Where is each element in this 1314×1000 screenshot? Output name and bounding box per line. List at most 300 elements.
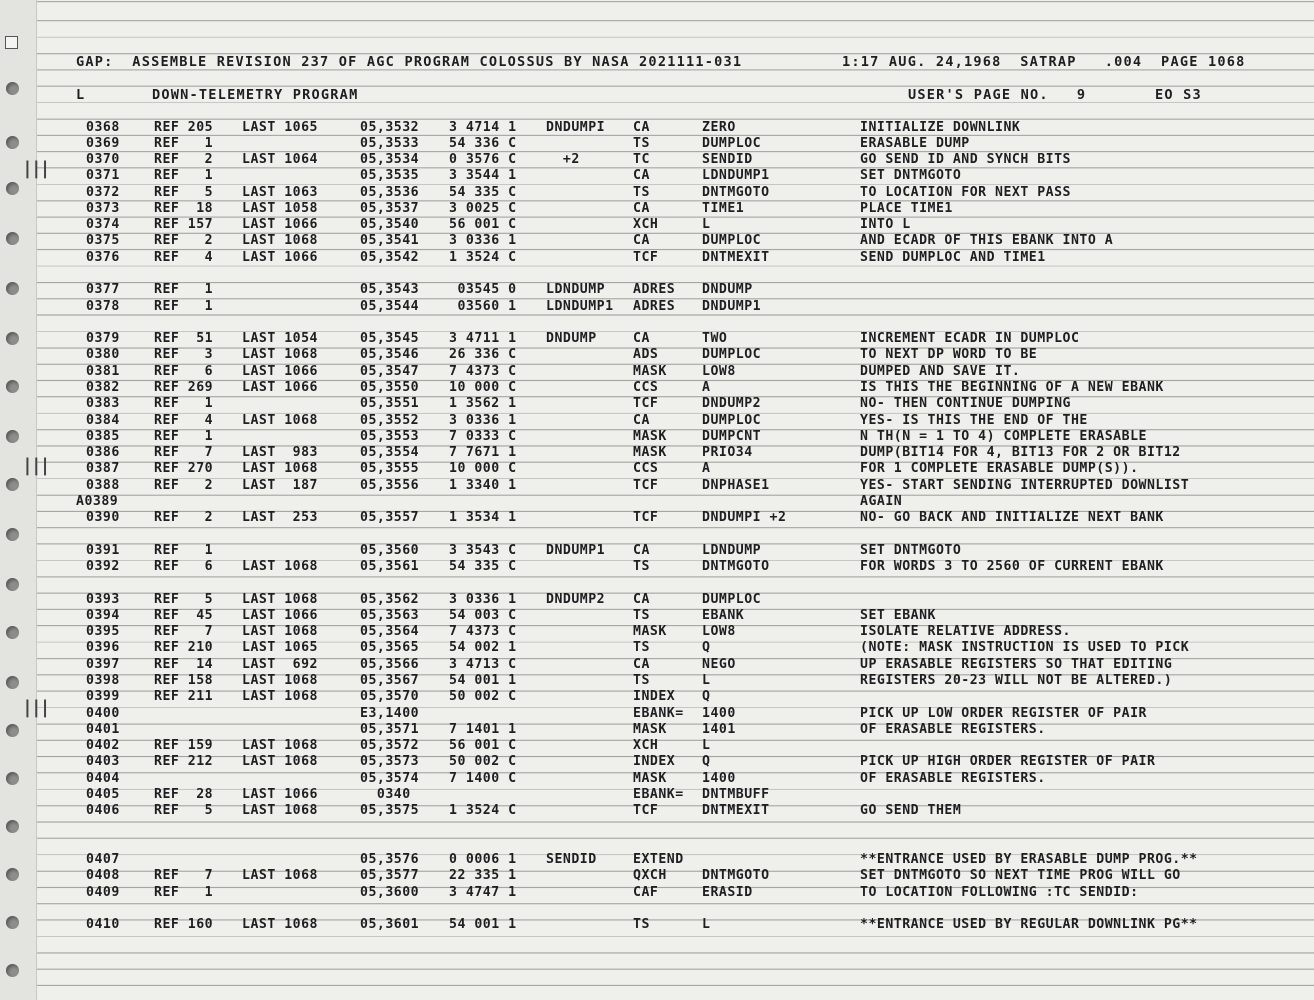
comment: AND ECADR OF THIS EBANK INTO A <box>860 233 1114 249</box>
last-ref: LAST 692 <box>242 656 318 672</box>
ref-count: REF 1 <box>154 884 214 900</box>
line-number: 0392 <box>86 559 120 575</box>
opcode: TS <box>633 559 650 575</box>
operand: A <box>702 379 711 395</box>
feed-hole-icon <box>6 626 19 639</box>
last-ref: LAST 1068 <box>242 233 318 249</box>
line-number: 0396 <box>86 640 120 656</box>
line-number: 0398 <box>86 673 120 689</box>
ref-count: REF 7 <box>154 445 214 461</box>
line-number: 0391 <box>86 542 120 558</box>
fold-mark-icon: ||| <box>22 697 49 718</box>
operand: PRIO34 <box>702 445 753 461</box>
listing-header <box>0 54 1246 70</box>
address: 05,3567 <box>360 673 420 689</box>
comment: FOR WORDS 3 TO 2560 OF CURRENT EBANK <box>860 559 1164 575</box>
last-ref: LAST 1066 <box>242 607 318 623</box>
feed-hole-icon <box>6 964 19 977</box>
line-number: 0385 <box>86 428 120 444</box>
opcode: CA <box>633 331 650 347</box>
line-number: 0400 <box>86 705 120 721</box>
ref-count: REF 4 <box>154 412 214 428</box>
line-number: 0380 <box>86 347 120 363</box>
octal-code: 0 3576 C <box>449 152 517 168</box>
line-number: 0376 <box>86 249 120 265</box>
last-ref: LAST 1066 <box>242 363 318 379</box>
last-ref: LAST 1068 <box>242 754 318 770</box>
ref-count: REF 159 <box>154 738 214 754</box>
opcode: ADRES <box>633 282 676 298</box>
line-number: 0387 <box>86 461 120 477</box>
last-ref: LAST 1068 <box>242 347 318 363</box>
last-ref: LAST 1068 <box>242 461 318 477</box>
operand: Q <box>702 689 711 705</box>
ref-count: REF 205 <box>154 119 214 135</box>
line-number: 0390 <box>86 510 120 526</box>
line-number: 0372 <box>86 184 120 200</box>
operand: DUMPLOC <box>702 347 762 363</box>
section-code: EO S3 <box>1155 87 1202 103</box>
octal-code: 3 4711 1 <box>449 331 517 347</box>
last-ref: LAST 1066 <box>242 249 318 265</box>
symbol-label: LDNDUMP <box>546 282 606 298</box>
feed-hole-icon <box>6 868 19 881</box>
address: 05,3556 <box>360 477 420 493</box>
section-header <box>0 87 1202 103</box>
ref-count: REF 270 <box>154 461 214 477</box>
opcode: INDEX <box>633 689 676 705</box>
line-number: 0406 <box>86 803 120 819</box>
line-number: 0379 <box>86 331 120 347</box>
users-page-number: USER'S PAGE NO. 9 <box>908 87 1087 103</box>
opcode: TCF <box>633 396 659 412</box>
opcode: EXTEND <box>633 852 684 868</box>
print-date-page: 1:17 AUG. 24,1968 SATRAP .004 PAGE 1068 <box>842 54 1246 70</box>
feed-hole-icon <box>6 820 19 833</box>
octal-code: 3 3544 1 <box>449 168 517 184</box>
operand: L <box>702 917 711 933</box>
symbol-label: DNDUMPI <box>546 119 606 135</box>
ref-count: REF 157 <box>154 217 214 233</box>
operand: LDNDUMP <box>702 542 762 558</box>
symbol-label: DNDUMP1 <box>546 542 606 558</box>
opcode: TS <box>633 673 650 689</box>
comment: TO LOCATION FOLLOWING :TC SENDID: <box>860 884 1139 900</box>
last-ref: LAST 1068 <box>242 412 318 428</box>
opcode: CA <box>633 200 650 216</box>
comment: YES- IS THIS THE END OF THE <box>860 412 1088 428</box>
comment: (NOTE: MASK INSTRUCTION IS USED TO PICK <box>860 640 1190 656</box>
opcode: EBANK= <box>633 705 684 721</box>
symbol-label: LDNDUMP1 <box>546 298 614 314</box>
octal-code: 10 000 C <box>449 461 517 477</box>
line-number: 0403 <box>86 754 120 770</box>
ref-count: REF 4 <box>154 249 214 265</box>
line-number: 0404 <box>86 770 120 786</box>
address: 05,3575 <box>360 803 420 819</box>
line-number: 0394 <box>86 607 120 623</box>
opcode: CA <box>633 233 650 249</box>
address: 05,3532 <box>360 119 420 135</box>
octal-code: 7 4373 C <box>449 624 517 640</box>
line-number: 0381 <box>86 363 120 379</box>
address: 05,3566 <box>360 656 420 672</box>
line-number: 0393 <box>86 591 120 607</box>
feed-hole-icon <box>6 232 19 245</box>
address: 0340 <box>360 786 411 802</box>
line-number: 0382 <box>86 379 120 395</box>
octal-code: 56 001 C <box>449 217 517 233</box>
comment: TO NEXT DP WORD TO BE <box>860 347 1038 363</box>
opcode: INDEX <box>633 754 676 770</box>
octal-code: 3 0336 1 <box>449 233 517 249</box>
last-ref: LAST 1063 <box>242 184 318 200</box>
opcode: CAF <box>633 884 659 900</box>
opcode: XCH <box>633 738 659 754</box>
opcode: TCF <box>633 803 659 819</box>
ref-count: REF 1 <box>154 168 214 184</box>
ref-count: REF 2 <box>154 477 214 493</box>
line-number: 0383 <box>86 396 120 412</box>
comment: PLACE TIME1 <box>860 200 953 216</box>
opcode: TS <box>633 640 650 656</box>
comment: UP ERASABLE REGISTERS SO THAT EDITING <box>860 656 1173 672</box>
octal-code: 3 0025 C <box>449 200 517 216</box>
address: E3,1400 <box>360 705 420 721</box>
octal-code: 7 7671 1 <box>449 445 517 461</box>
symbol-label: +2 <box>546 152 580 168</box>
octal-code: 3 3543 C <box>449 542 517 558</box>
operand: ERASID <box>702 884 753 900</box>
line-number: 0395 <box>86 624 120 640</box>
operand: 1400 <box>702 705 736 721</box>
octal-code: 10 000 C <box>449 379 517 395</box>
comment: PICK UP HIGH ORDER REGISTER OF PAIR <box>860 754 1156 770</box>
operand: ZERO <box>702 119 736 135</box>
opcode: TS <box>633 917 650 933</box>
line-number: A0389 <box>76 493 119 509</box>
address: 05,3550 <box>360 379 420 395</box>
ref-count: REF 28 <box>154 786 214 802</box>
opcode: CA <box>633 119 650 135</box>
comment: YES- START SENDING INTERRUPTED DOWNLIST <box>860 477 1190 493</box>
operand: Q <box>702 640 711 656</box>
line-number: 0370 <box>86 152 120 168</box>
address: 05,3573 <box>360 754 420 770</box>
octal-code: 56 001 C <box>449 738 517 754</box>
comment: INTO L <box>860 217 911 233</box>
last-ref: LAST 1068 <box>242 673 318 689</box>
opcode: CA <box>633 591 650 607</box>
line-number: 0373 <box>86 200 120 216</box>
address: 05,3540 <box>360 217 420 233</box>
operand: DNTMGOTO <box>702 184 770 200</box>
operand: A <box>702 461 711 477</box>
ref-count: REF 51 <box>154 331 214 347</box>
address: 05,3536 <box>360 184 420 200</box>
comment: AGAIN <box>860 493 903 509</box>
line-number: 0384 <box>86 412 120 428</box>
last-ref: LAST 1068 <box>242 624 318 640</box>
opcode: MASK <box>633 445 667 461</box>
line-number: 0368 <box>86 119 120 135</box>
ref-count: REF 3 <box>154 347 214 363</box>
line-number: 0388 <box>86 477 120 493</box>
section-marker: L <box>76 87 86 103</box>
operand: DUMPLOC <box>702 412 762 428</box>
comment: SET DNTMGOTO <box>860 168 962 184</box>
last-ref: LAST 1066 <box>242 217 318 233</box>
address: 05,3562 <box>360 591 420 607</box>
operand: L <box>702 673 711 689</box>
ref-count: REF 210 <box>154 640 214 656</box>
feed-hole-icon <box>6 528 19 541</box>
octal-code: 3 4713 C <box>449 656 517 672</box>
last-ref: LAST 1068 <box>242 803 318 819</box>
address: 05,3544 <box>360 298 420 314</box>
address: 05,3561 <box>360 559 420 575</box>
octal-code: 54 335 C <box>449 559 517 575</box>
comment: N TH(N = 1 TO 4) COMPLETE ERASABLE <box>860 428 1147 444</box>
opcode: ADRES <box>633 298 676 314</box>
ref-count: REF 18 <box>154 200 214 216</box>
line-number: 0401 <box>86 721 120 737</box>
address: 05,3572 <box>360 738 420 754</box>
opcode: MASK <box>633 770 667 786</box>
checkbox-hole-icon <box>5 36 18 49</box>
opcode: TC <box>633 152 650 168</box>
ref-count: REF 6 <box>154 363 214 379</box>
last-ref: LAST 1065 <box>242 119 318 135</box>
address: 05,3560 <box>360 542 420 558</box>
opcode: CCS <box>633 379 659 395</box>
octal-code: 54 003 C <box>449 607 517 623</box>
address: 05,3555 <box>360 461 420 477</box>
opcode: MASK <box>633 721 667 737</box>
operand: DNDUMPI +2 <box>702 510 787 526</box>
comment: SET EBANK <box>860 607 936 623</box>
opcode: TS <box>633 184 650 200</box>
opcode: QXCH <box>633 868 667 884</box>
opcode: ADS <box>633 347 659 363</box>
operand: EBANK <box>702 607 745 623</box>
opcode: TS <box>633 607 650 623</box>
ref-count: REF 5 <box>154 591 214 607</box>
ref-count: REF 7 <box>154 868 214 884</box>
line-number: 0378 <box>86 298 120 314</box>
address: 05,3534 <box>360 152 420 168</box>
line-number: 0407 <box>86 852 120 868</box>
feed-hole-icon <box>6 578 19 591</box>
octal-code: 0 0006 1 <box>449 852 517 868</box>
comment: **ENTRANCE USED BY REGULAR DOWNLINK PG** <box>860 917 1198 933</box>
address: 05,3545 <box>360 331 420 347</box>
ref-count: REF 160 <box>154 917 214 933</box>
last-ref: LAST 1068 <box>242 559 318 575</box>
comment: DUMPED AND SAVE IT. <box>860 363 1021 379</box>
operand: TWO <box>702 331 728 347</box>
line-number: 0375 <box>86 233 120 249</box>
comment: SET DNTMGOTO <box>860 542 962 558</box>
ref-count: REF 6 <box>154 559 214 575</box>
line-number: 0371 <box>86 168 120 184</box>
line-number: 0405 <box>86 786 120 802</box>
ref-count: REF 7 <box>154 624 214 640</box>
opcode: CA <box>633 542 650 558</box>
opcode: TCF <box>633 249 659 265</box>
feed-hole-icon <box>6 724 19 737</box>
ref-count: REF 45 <box>154 607 214 623</box>
opcode: CA <box>633 656 650 672</box>
octal-code: 50 002 C <box>449 689 517 705</box>
octal-code: 1 3562 1 <box>449 396 517 412</box>
opcode: TCF <box>633 477 659 493</box>
opcode: CA <box>633 168 650 184</box>
address: 05,3533 <box>360 135 420 151</box>
comment: **ENTRANCE USED BY ERASABLE DUMP PROG.** <box>860 852 1198 868</box>
fold-mark-icon: ||| <box>22 158 49 179</box>
ref-count: REF 212 <box>154 754 214 770</box>
address: 05,3574 <box>360 770 420 786</box>
last-ref: LAST 1068 <box>242 591 318 607</box>
feed-hole-icon <box>6 430 19 443</box>
last-ref: LAST 1054 <box>242 331 318 347</box>
ref-count: REF 1 <box>154 542 214 558</box>
operand: Q <box>702 754 711 770</box>
operand: DUMPLOC <box>702 591 762 607</box>
ref-count: REF 269 <box>154 379 214 395</box>
line-number: 0386 <box>86 445 120 461</box>
address: 05,3535 <box>360 168 420 184</box>
ref-count: REF 1 <box>154 396 214 412</box>
address: 05,3546 <box>360 347 420 363</box>
operand: DUMPLOC <box>702 135 762 151</box>
symbol-label: DNDUMP <box>546 331 597 347</box>
address: 05,3576 <box>360 852 420 868</box>
address: 05,3541 <box>360 233 420 249</box>
operand: DNTMBUFF <box>702 786 770 802</box>
comment: PICK UP LOW ORDER REGISTER OF PAIR <box>860 705 1147 721</box>
ref-count: REF 5 <box>154 184 214 200</box>
comment: NO- GO BACK AND INITIALIZE NEXT BANK <box>860 510 1164 526</box>
ref-count: REF 1 <box>154 135 214 151</box>
symbol-label: DNDUMP2 <box>546 591 606 607</box>
feed-hole-icon <box>6 478 19 491</box>
operand: DNTMEXIT <box>702 249 770 265</box>
last-ref: LAST 1068 <box>242 917 318 933</box>
address: 05,3553 <box>360 428 420 444</box>
comment: ERASABLE DUMP <box>860 135 970 151</box>
operand: DNDUMP2 <box>702 396 762 412</box>
ref-count: REF 1 <box>154 298 214 314</box>
comment: INITIALIZE DOWNLINK <box>860 119 1021 135</box>
operand: DNDUMP1 <box>702 298 762 314</box>
octal-code: 22 335 1 <box>449 868 517 884</box>
operand: NEGO <box>702 656 736 672</box>
line-number: 0397 <box>86 656 120 672</box>
address: 05,3563 <box>360 607 420 623</box>
line-number: 0402 <box>86 738 120 754</box>
ref-count: REF 2 <box>154 152 214 168</box>
comment: ISOLATE RELATIVE ADDRESS. <box>860 624 1071 640</box>
operand: DNTMGOTO <box>702 559 770 575</box>
comment: IS THIS THE BEGINNING OF A NEW EBANK <box>860 379 1164 395</box>
address: 05,3601 <box>360 917 420 933</box>
opcode: MASK <box>633 624 667 640</box>
operand: L <box>702 738 711 754</box>
last-ref: LAST 1068 <box>242 738 318 754</box>
comment: SET DNTMGOTO SO NEXT TIME PROG WILL GO <box>860 868 1181 884</box>
opcode: MASK <box>633 363 667 379</box>
octal-code: 54 002 1 <box>449 640 517 656</box>
octal-code: 3 4747 1 <box>449 884 517 900</box>
line-number: 0377 <box>86 282 120 298</box>
octal-code: 54 335 C <box>449 184 517 200</box>
operand: DUMPCNT <box>702 428 762 444</box>
address: 05,3551 <box>360 396 420 412</box>
operand: 1401 <box>702 721 736 737</box>
symbol-label: SENDID <box>546 852 597 868</box>
address: 05,3554 <box>360 445 420 461</box>
comment: OF ERASABLE REGISTERS. <box>860 721 1046 737</box>
octal-code: 03545 0 <box>449 282 517 298</box>
operand: SENDID <box>702 152 753 168</box>
operand: DNDUMP <box>702 282 753 298</box>
last-ref: LAST 1068 <box>242 689 318 705</box>
address: 05,3565 <box>360 640 420 656</box>
ref-count: REF 2 <box>154 510 214 526</box>
last-ref: LAST 1064 <box>242 152 318 168</box>
address: 05,3547 <box>360 363 420 379</box>
octal-code: 1 3534 1 <box>449 510 517 526</box>
opcode: TS <box>633 135 650 151</box>
last-ref: LAST 253 <box>242 510 318 526</box>
octal-code: 3 0336 1 <box>449 412 517 428</box>
ref-count: REF 1 <box>154 428 214 444</box>
line-number: 0369 <box>86 135 120 151</box>
last-ref: LAST 1066 <box>242 786 318 802</box>
octal-code: 3 4714 1 <box>449 119 517 135</box>
comment: TO LOCATION FOR NEXT PASS <box>860 184 1071 200</box>
assembly-info: GAP: ASSEMBLE REVISION 237 OF AGC PROGRAM COLOSSUS BY NASA 2021111-031 <box>76 54 743 70</box>
octal-code: 7 0333 C <box>449 428 517 444</box>
octal-code: 54 336 C <box>449 135 517 151</box>
operand: DUMPLOC <box>702 233 762 249</box>
program-title: DOWN-TELEMETRY PROGRAM <box>152 87 359 103</box>
octal-code: 03560 1 <box>449 298 517 314</box>
comment: GO SEND THEM <box>860 803 962 819</box>
comment: SEND DUMPLOC AND TIME1 <box>860 249 1046 265</box>
operand: 1400 <box>702 770 736 786</box>
address: 05,3571 <box>360 721 420 737</box>
octal-code: 54 001 1 <box>449 673 517 689</box>
opcode: EBANK= <box>633 786 684 802</box>
octal-code: 1 3340 1 <box>449 477 517 493</box>
feed-hole-icon <box>6 282 19 295</box>
octal-code: 26 336 C <box>449 347 517 363</box>
octal-code: 7 1400 C <box>449 770 517 786</box>
last-ref: LAST 1068 <box>242 868 318 884</box>
feed-hole-icon <box>6 182 19 195</box>
operand: DNTMGOTO <box>702 868 770 884</box>
last-ref: LAST 1065 <box>242 640 318 656</box>
opcode: CCS <box>633 461 659 477</box>
feed-hole-icon <box>6 916 19 929</box>
comment: REGISTERS 20-23 WILL NOT BE ALTERED.) <box>860 673 1173 689</box>
line-number: 0374 <box>86 217 120 233</box>
address: 05,3577 <box>360 868 420 884</box>
ref-count: REF 5 <box>154 803 214 819</box>
